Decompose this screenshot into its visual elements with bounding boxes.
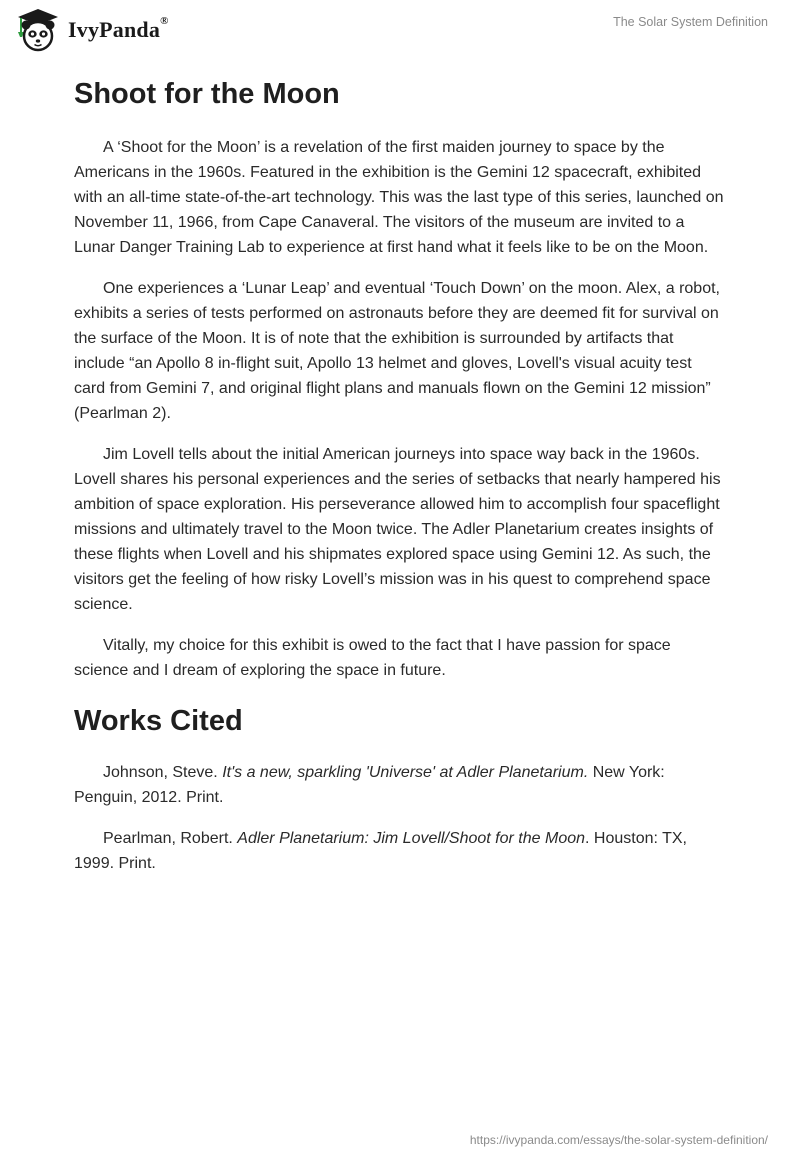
citation-title: Adler Planetarium: Jim Lovell/Shoot for the Moon xyxy=(237,830,586,847)
panda-graduate-icon xyxy=(14,6,62,54)
section-heading: Shoot for the Moon xyxy=(74,78,340,110)
document-title: The Solar System Definition xyxy=(613,15,768,29)
works-cited-heading: Works Cited xyxy=(74,705,243,737)
paragraph: One experiences a ‘Lunar Leap’ and eventual ‘Touch Down’ on the moon. Alex, a robot, exhibits a series of tests performed on astronauts before they are deemed fit for survival on the surface of the Moon. It is of note that the exhibition is surrounded by artifacts that include “an Apollo 8 in-flight suit, Apollo 13 helmet and gloves, Lovell's visual acuity test card from Gemini 7, and original flight plans and manuals flown on the Gemini 12 mission” (Pearlman 2). xyxy=(74,280,720,422)
citation-entry: Pearlman, Robert. Adler Planetarium: Jim Lovell/Shoot for the Moon. Houston: TX, 1999. Print. xyxy=(74,830,687,872)
brand-logo[interactable] xyxy=(14,6,169,54)
brand-name: IvyPanda® xyxy=(68,15,169,42)
paragraph: A ‘Shoot for the Moon’ is a revelation of the first maiden journey to space by the Americans in the 1960s. Featured in the exhibition is the Gemini 12 spacecraft, exhibited with an all-time state-of-the-art technology. This was the last type of this series, launched on November 11, 1966, from Cape Canaveral. The visitors of the museum are invited to a Lunar Danger Training Lab to experience at first hand what it feels like to be on the Moon. xyxy=(74,139,724,256)
page-header xyxy=(0,0,800,62)
citation-title: It's a new, sparkling 'Universe' at Adler Planetarium. xyxy=(222,764,589,781)
essay-body xyxy=(74,72,724,876)
source-url[interactable]: https://ivypanda.com/essays/the-solar-system-definition/ xyxy=(469,1133,768,1147)
paragraph: Vitally, my choice for this exhibit is owed to the fact that I have passion for space science and I dream of exploring the space in future. xyxy=(74,637,671,679)
paragraph: Jim Lovell tells about the initial American journeys into space way back in the 1960s. Lovell shares his personal experiences and the series of setbacks that nearly hampered his ambition of space exploration. His perseverance allowed him to accomplish four spaceflight missions and ultimately travel to the Moon twice. The Adler Planetarium creates insights of these flights when Lovell and his shipmates explored space using Gemini 12. As such, the visitors get the feeling of how risky Lovell’s mission was in his quest to comprehend space science. xyxy=(74,446,721,613)
registered-mark: ® xyxy=(160,15,169,27)
citation-entry: Johnson, Steve. It's a new, sparkling 'Universe' at Adler Planetarium. New York: Penguin, 2012. Print. xyxy=(74,764,665,806)
